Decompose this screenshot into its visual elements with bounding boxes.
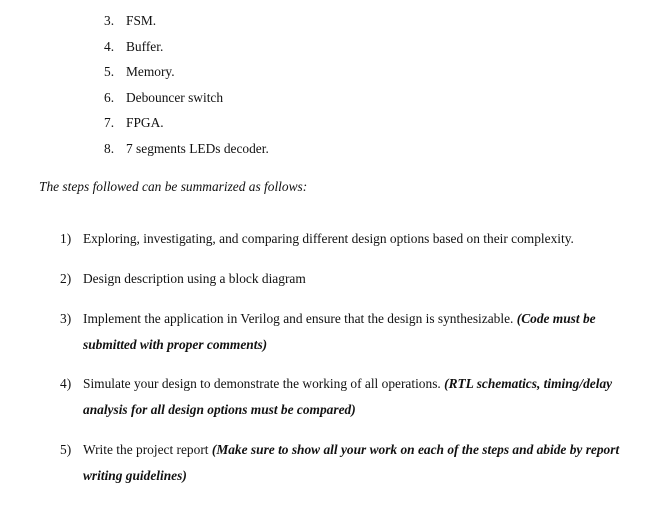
step-body	[83, 437, 636, 489]
list-item-label: FSM.	[126, 13, 157, 28]
list-item	[104, 89, 269, 115]
step-text: Simulate your design to demonstrate the working of all operations.	[83, 376, 445, 391]
list-item	[104, 12, 269, 38]
list-item-number: 4.	[104, 38, 115, 54]
list-item	[104, 140, 269, 166]
step-item	[60, 306, 636, 358]
step-note: (RTL schematics, timing/delay analysis for all design options must be compared)	[83, 376, 613, 417]
step-text: Implement the application in Verilog and ensure that the design is synthesizable.	[83, 311, 517, 326]
list-item	[104, 114, 269, 140]
list-item-label: FPGA.	[126, 115, 164, 131]
step-body	[83, 266, 636, 292]
list-item-label: Debouncer switch	[126, 89, 224, 105]
step-number: 4)	[60, 376, 72, 391]
list-item-number: 3.	[104, 13, 115, 28]
list-item-number: 8.	[104, 140, 115, 156]
steps-intro: The steps followed can be summarized as follows:	[39, 179, 308, 194]
step-item	[60, 437, 636, 489]
step-note: (Make sure to show all your work on each of the steps and abide by report writing guidelines)	[83, 442, 620, 483]
step-item	[60, 266, 636, 292]
list-item	[104, 63, 269, 89]
step-number: 2)	[60, 271, 72, 286]
step-item	[60, 226, 636, 252]
list-item-label: Buffer.	[126, 38, 164, 54]
step-text: Exploring, investigating, and comparing different design options based on their complexity.	[83, 231, 574, 246]
step-number: 5)	[60, 442, 72, 457]
list-item-number: 5.	[104, 64, 115, 80]
step-text: Write the project report	[83, 442, 212, 457]
step-number: 1)	[60, 231, 72, 246]
step-note: (Code must be submitted with proper comments)	[83, 311, 596, 352]
step-body	[83, 306, 636, 358]
component-list	[104, 12, 269, 166]
list-item-label: 7 segments LEDs decoder.	[126, 140, 269, 156]
step-text: Design description using a block diagram	[83, 271, 306, 286]
step-item	[60, 371, 636, 423]
list-item-number: 6.	[104, 89, 115, 105]
step-number: 3)	[60, 311, 72, 326]
list-item-label: Memory.	[126, 64, 175, 80]
step-body	[83, 371, 636, 423]
list-item-number: 7.	[104, 115, 115, 131]
list-item	[104, 38, 269, 64]
step-body	[83, 226, 636, 252]
